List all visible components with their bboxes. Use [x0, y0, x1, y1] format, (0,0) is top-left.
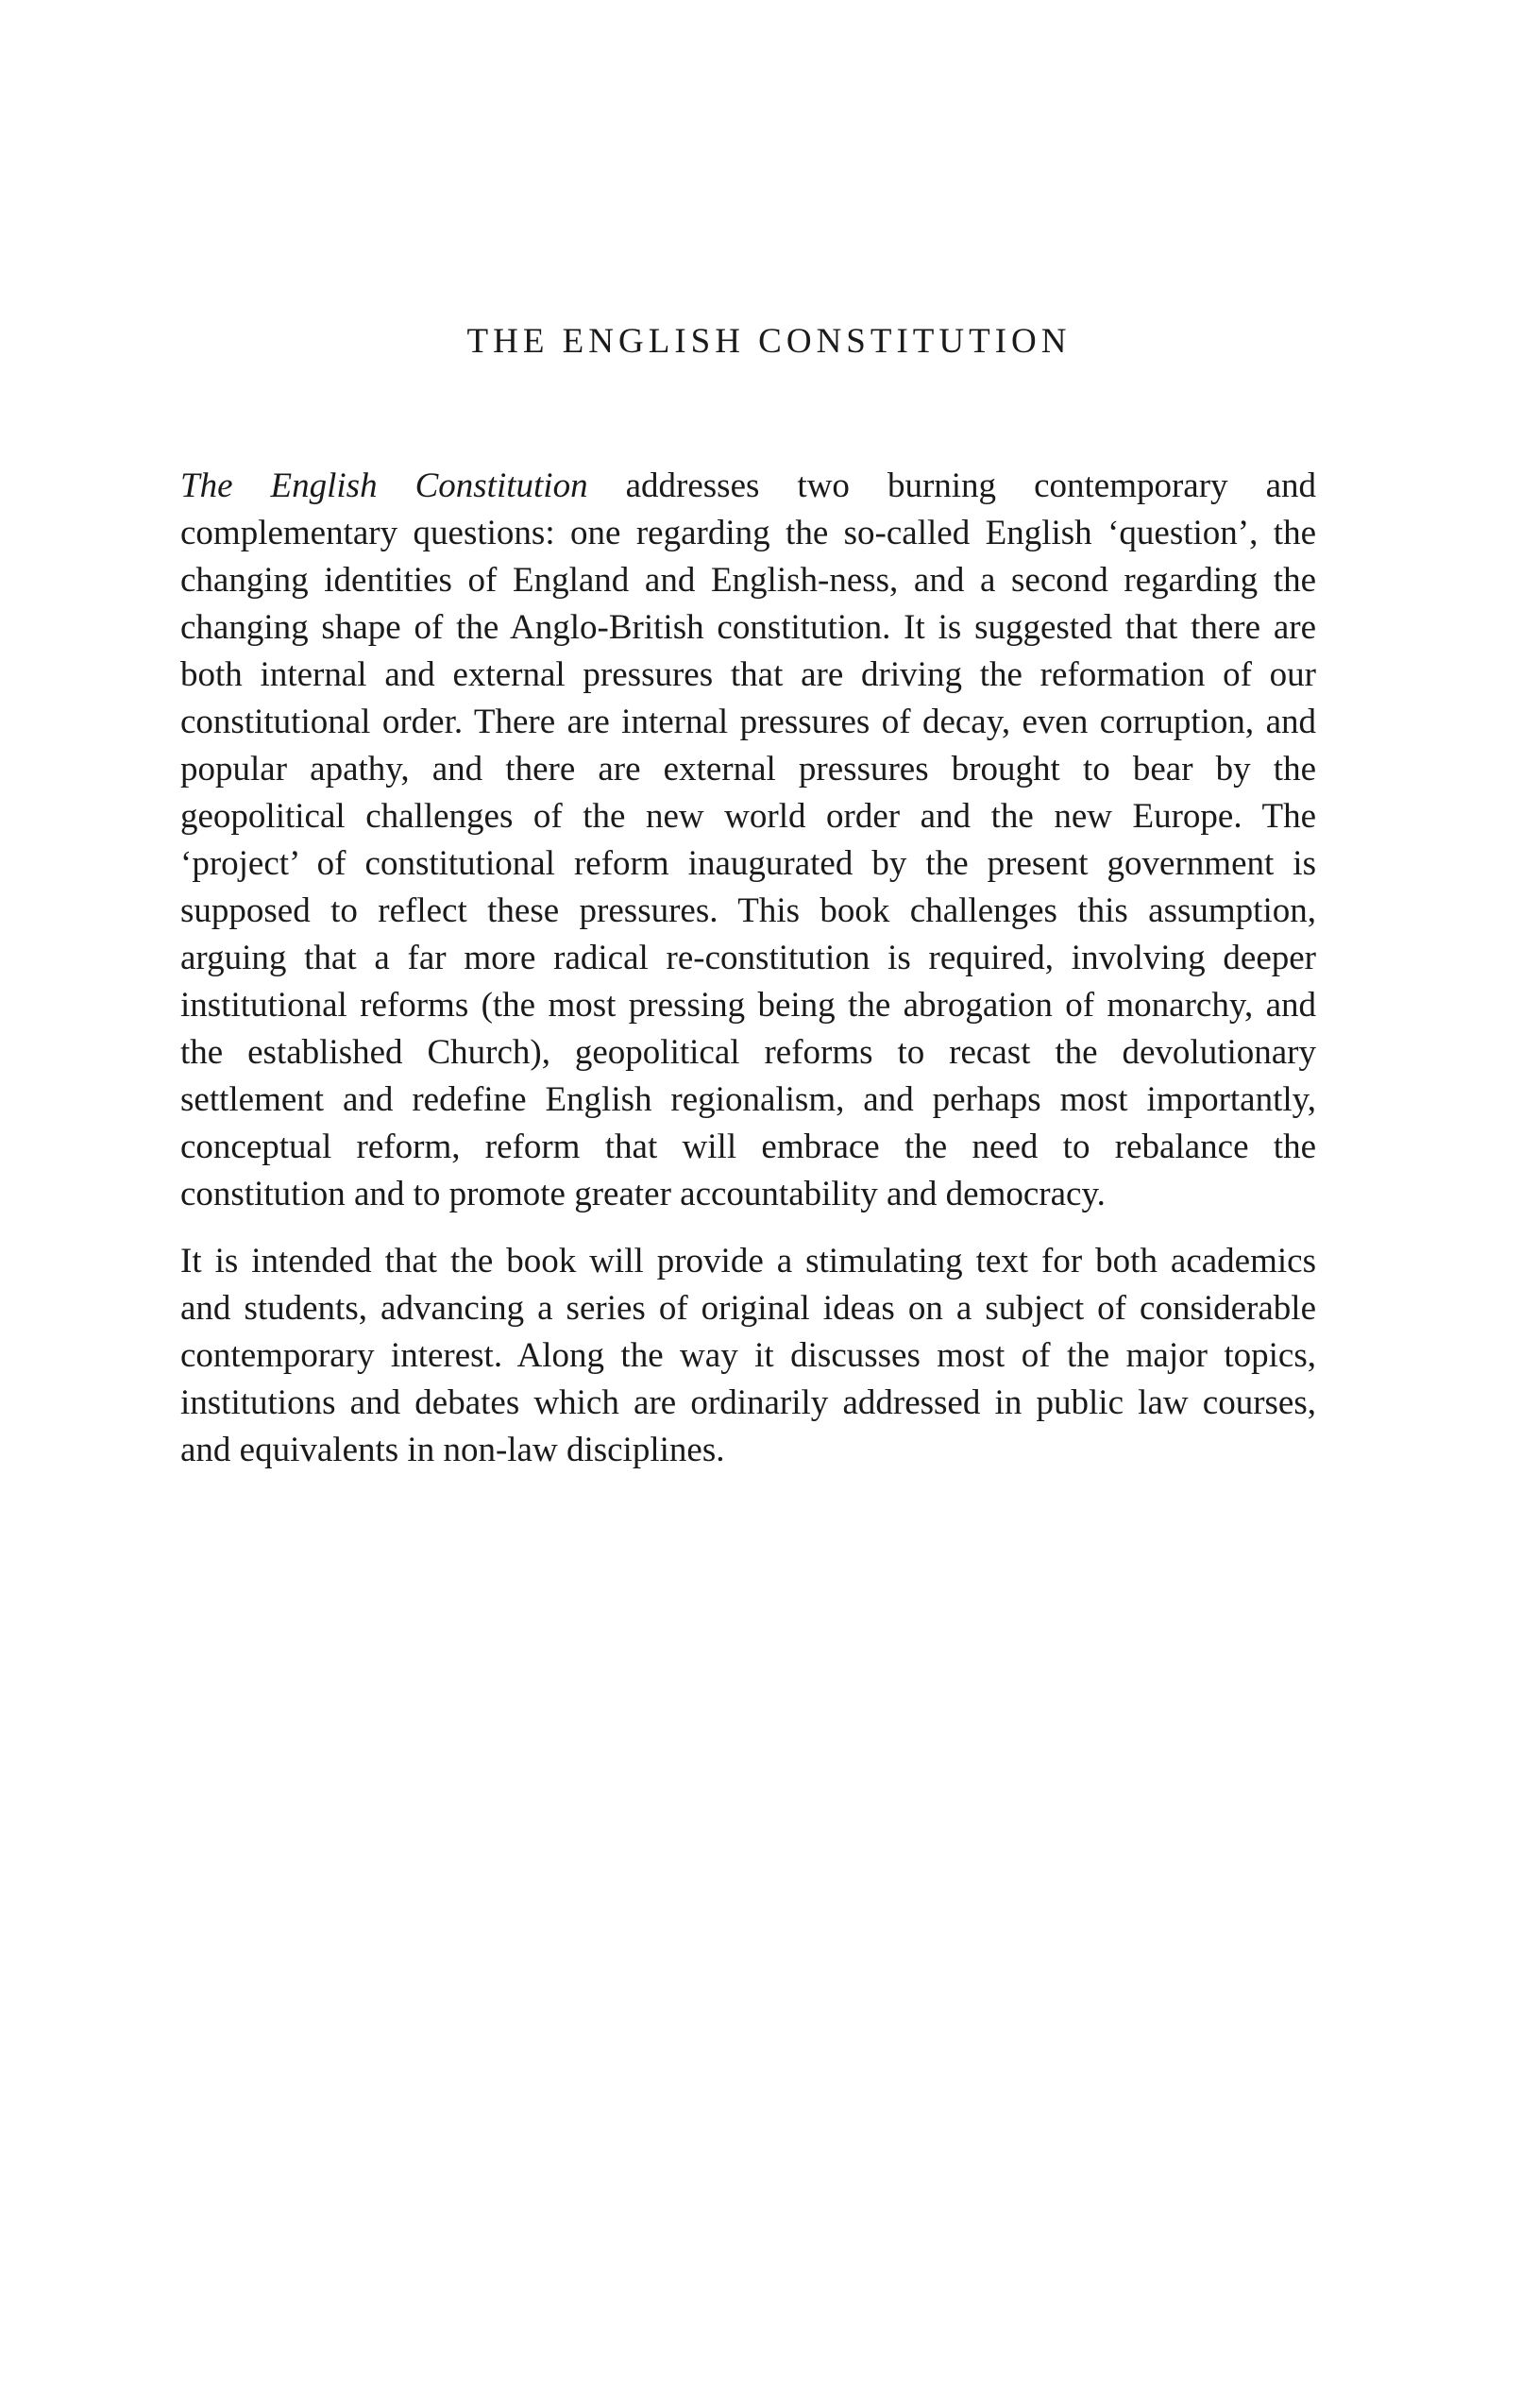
paragraph-audience: [180, 1238, 1316, 1474]
paragraph-description: [180, 463, 1316, 1218]
paragraph-description-text: addresses two burning contemporary and complementary questions: one regarding the so-called English ‘question’, the changing identities of England and English-ness, and a second regarding the changing shape of the Anglo-British constitution. It is suggested that there are both internal and external pressures that are driving the reformation of our constitutional order. There are internal pressures of decay, even corruption, and popular apathy, and there are external pressures brought to bear by the geopolitical challenges of the new world order and the new Europe. The ‘project’ of constitutional reform inaugurated by the present government is supposed to reflect these pressures. This book challenges this assumption, arguing that a far more radical re-constitution is required, involving deeper institutional reforms (the most pressing being the abrogation of monarchy, and the established Church), geopolitical reforms to recast the devolutionary settlement and redefine English regionalism, and perhaps most importantly, conceptual reform, reform that will embrace the need to rebalance the constitution and to promote greater accountability and democracy.: [180, 466, 1316, 1213]
paragraph-audience-text: It is intended that the book will provide a stimulating text for both academics and students, advancing a series of original ideas on a subject of considerable contemporary interest. Along the way it discusses most of the major topics, institutions and debates which are ordinarily addressed in public law courses, and equivalents in non-law disciplines.: [180, 1242, 1316, 1469]
description-body: [180, 463, 1316, 1494]
page-title: THE ENGLISH CONSTITUTION: [466, 322, 1072, 361]
book-title-italic: The English Constitution: [180, 466, 588, 505]
